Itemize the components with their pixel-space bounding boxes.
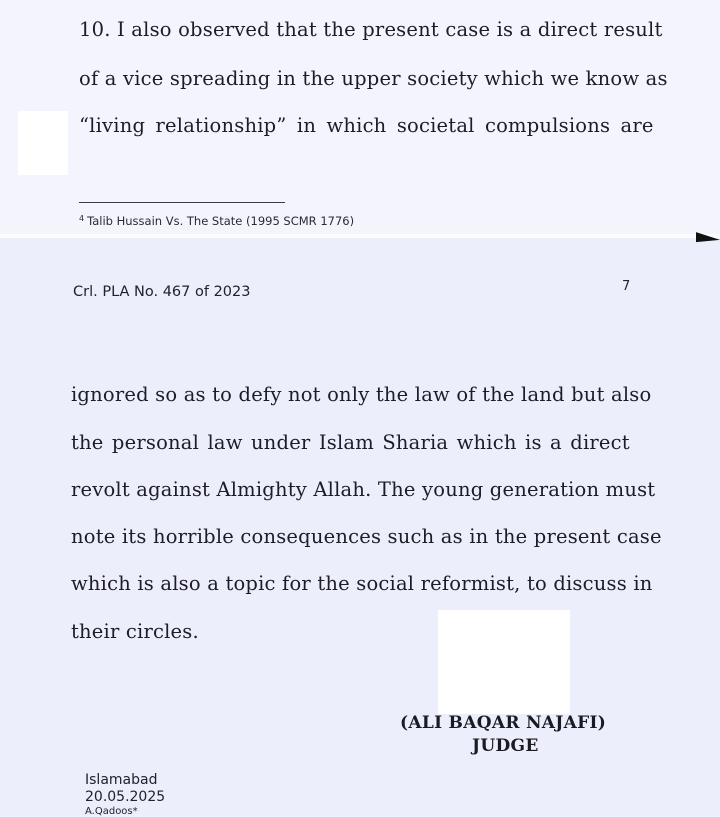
place: Islamabad (85, 772, 158, 788)
footnote-text: Talib Hussain Vs. The State (1995 SCMR 1776) (87, 214, 355, 228)
signature-redaction-box (438, 610, 570, 714)
paragraph-line: “living relationship” in which societal compulsions are (79, 114, 654, 137)
redaction-box (18, 111, 68, 175)
date: 20.05.2025 (85, 789, 166, 805)
paragraph-line: ignored so as to defy not only the law of the land but also (71, 383, 652, 406)
page-number: 7 (622, 279, 631, 294)
footnote (79, 214, 354, 228)
initials: A.Qadoos* (85, 806, 138, 817)
footnote-number: 4 (79, 214, 85, 223)
paragraph-line: which is also a topic for the social reformist, to discuss in (71, 572, 653, 595)
paragraph-line: the personal law under Islam Sharia which is a direct (71, 431, 630, 454)
paragraph-line: revolt against Almighty Allah. The young generation must (71, 478, 656, 501)
paragraph-line: note its horrible consequences such as in the present case (71, 525, 662, 548)
paragraph-line: of a vice spreading in the upper society which we know as (79, 67, 668, 90)
paragraph-line: their circles. (71, 620, 199, 643)
judge-title: JUDGE (472, 736, 539, 756)
footnote-divider (79, 202, 285, 203)
judge-name: (ALI BAQAR NAJAFI) (400, 713, 607, 733)
case-reference: Crl. PLA No. 467 of 2023 (73, 284, 251, 300)
paragraph-line: 10. I also observed that the present case is a direct result (79, 18, 663, 41)
